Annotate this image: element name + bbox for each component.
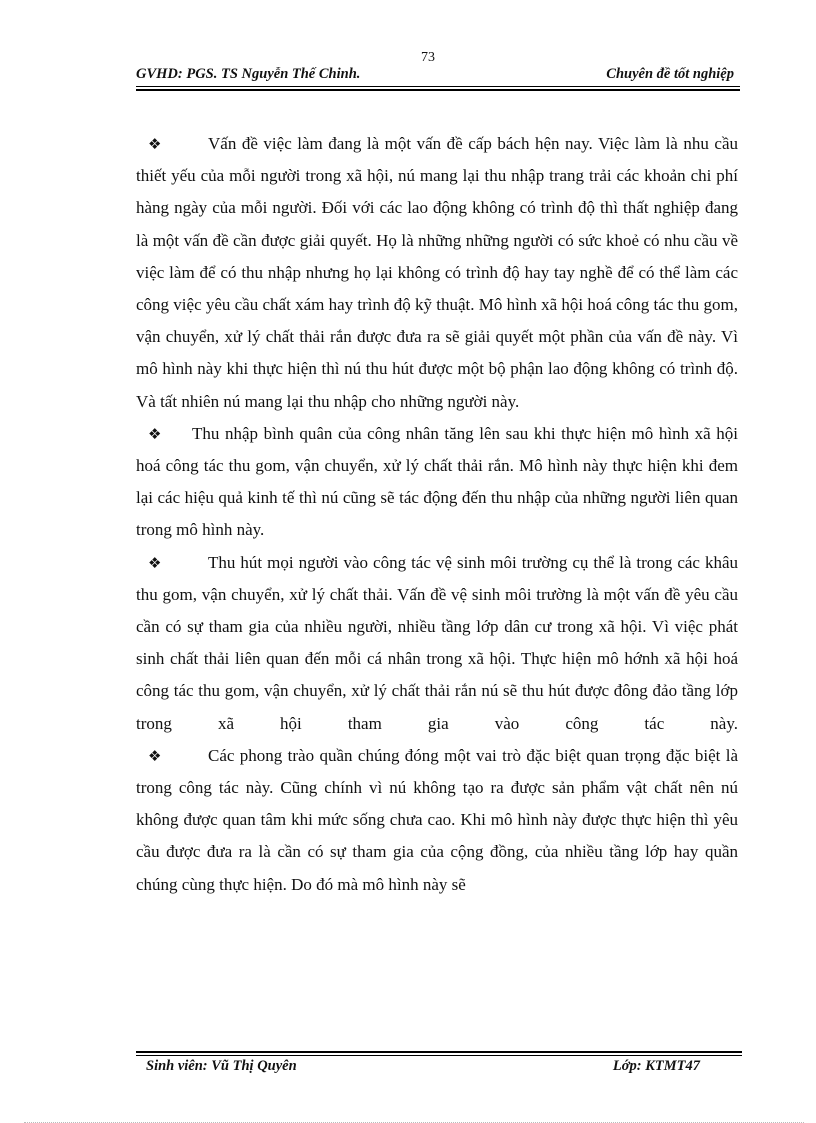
- four-diamond-bullet-icon: ❖: [148, 746, 162, 765]
- page-header: [136, 66, 740, 88]
- page-footer: [146, 1058, 706, 1080]
- paragraph-text: Thu hút mọi người vào công tác vệ sinh môi trường cụ thể là trong các khâu thu gom, vận chuyển, xử lý chất thải. Vấn đề vệ sinh môi trường là một vấn đề yêu cầu cần có sự tham gia của nhiều người, nhiều tầng lớp dân cư trong xã hội. Vì việc phát sinh chất thải liên quan đến mỗi cá nhân trong xã hội. Thực hiện mô hớnh xã hội hoá công tác thu gom, vận chuyển, xử lý chất thải rắn nú sẽ thu hút được đông đảo tầng lớp trong xã hội tham gia vào công tác này.: [136, 552, 738, 733]
- footer-student: Sinh viên: Vũ Thị Quyên: [146, 1058, 297, 1074]
- four-diamond-bullet-icon: ❖: [148, 424, 162, 443]
- paragraph-text: Các phong trào quần chúng đóng một vai trò đặc biệt quan trọng đặc biệt là trong công tác này. Cũng chính vì nú không tạo ra được sản phẩm vật chất nên nú không được quan tâm khi mức sống chưa cao. Khi mô hình này được thực hiện thì yêu cầu được đưa ra là cần có sự tham gia của cộng đồng, của nhiều tầng lớp hay quần chúng cùng thực hiện. Do đó mà mô hình này sẽ: [136, 745, 738, 894]
- header-doc-type: Chuyên đề tốt nghiệp: [606, 66, 734, 82]
- paragraph: [136, 418, 738, 547]
- page-number: 73: [421, 50, 435, 65]
- footer-rule-thick: [136, 1051, 742, 1053]
- four-diamond-bullet-icon: ❖: [148, 553, 162, 572]
- paragraph: [136, 740, 738, 901]
- footer-class: Lớp: KTMT47: [612, 1058, 700, 1074]
- four-diamond-bullet-icon: ❖: [148, 135, 162, 153]
- paragraph-text: Vấn đề việc làm đang là một vấn đề cấp bách hện nay. Việc làm là nhu cầu thiết yếu của mỗi người trong xã hội, nú mang lại thu nhập trang trải các khoản chi phí hàng ngày của mỗi người. Đối với các lao động không có trình độ thì thất nghiệp đang là một vấn đề cần được giải quyết. Họ là những những người có sức khoẻ có nhu cầu về việc làm để có thu nhập nhưng họ lại không có trình độ hay tay nghề để có thể làm các công việc yêu cầu chất xám hay trình độ kỹ thuật. Mô hình xã hội hoá công tác thu gom, vận chuyển, xử lý chất thải rắn được đưa ra sẽ giải quyết một phần của vấn đề này. Vì mô hình này khi thực hiện thì nú thu hút được một bộ phận lao động không có trình độ. Và tất nhiên nú mang lại thu nhập cho những người này.: [136, 134, 738, 411]
- header-rule-thick: [136, 89, 740, 91]
- paragraph: [136, 547, 738, 740]
- paragraph-text: Thu nhập bình quân của công nhân tăng lên sau khi thực hiện mô hình xã hội hoá công tác thu gom, vận chuyển, xử lý chất thải rắn. Mô hình này thực hiện khi đem lại các hiệu quả kinh tế thì nú cũng sẽ tác động đến thu nhập của những người liên quan trong mô hình này.: [136, 423, 738, 540]
- document-body: [136, 128, 738, 901]
- footer-rule-thin: [136, 1055, 742, 1056]
- paragraph: [136, 128, 738, 418]
- header-advisor: GVHD: PGS. TS Nguyễn Thế Chinh.: [136, 66, 361, 82]
- header-rule-thin: [136, 86, 740, 87]
